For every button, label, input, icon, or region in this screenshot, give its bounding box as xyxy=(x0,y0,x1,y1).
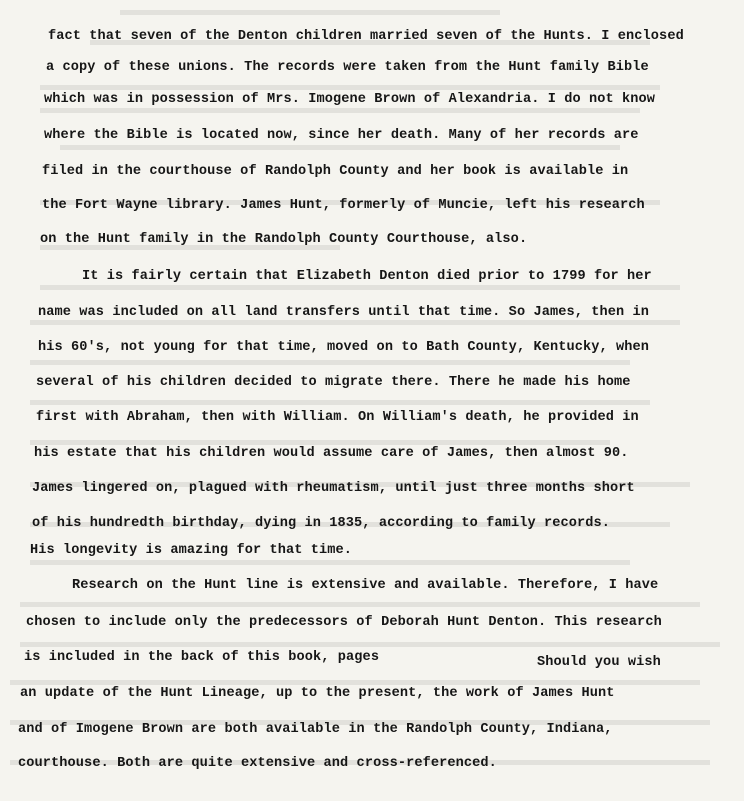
text-line: name was included on all land transfers until that time. So James, then in xyxy=(38,305,650,320)
text-line: where the Bible is located now, since her death. Many of her records are xyxy=(44,128,639,143)
text-line: Should you wish xyxy=(537,655,661,670)
text-line: is included in the back of this book, pages xyxy=(24,650,380,665)
text-line: courthouse. Both are quite extensive and cross-referenced. xyxy=(18,756,497,771)
text-line: several of his children decided to migrate there. There he made his home xyxy=(36,375,631,390)
text-line: filed in the courthouse of Randolph County and her book is available in xyxy=(42,164,629,179)
text-line: the Fort Wayne library. James Hunt, formerly of Muncie, left his research xyxy=(42,198,645,213)
text-line: first with Abraham, then with William. On William's death, he provided in xyxy=(36,410,639,425)
text-line: James lingered on, plagued with rheumatism, until just three months short xyxy=(32,481,635,496)
text-line: It is fairly certain that Elizabeth Denton died prior to 1799 for her xyxy=(82,269,652,284)
text-line: chosen to include only the predecessors of Deborah Hunt Denton. This research xyxy=(26,615,662,630)
text-line: on the Hunt family in the Randolph County Courthouse, also. xyxy=(40,232,528,247)
text-line: his 60's, not young for that time, moved on to Bath County, Kentucky, when xyxy=(38,340,650,355)
text-line: fact that seven of the Denton children married seven of the Hunts. I enclosed xyxy=(48,29,684,44)
text-line: his estate that his children would assume care of James, then almost 90. xyxy=(34,446,629,461)
text-line: His longevity is amazing for that time. xyxy=(30,543,353,558)
text-line: and of Imogene Brown are both available in the Randolph County, Indiana, xyxy=(18,722,613,737)
text-line: an update of the Hunt Lineage, up to the present, the work of James Hunt xyxy=(20,686,615,701)
text-line: Research on the Hunt line is extensive and available. Therefore, I have xyxy=(72,578,659,593)
text-line: which was in possession of Mrs. Imogene Brown of Alexandria. I do not know xyxy=(44,92,656,107)
text-line: of his hundredth birthday, dying in 1835, according to family records. xyxy=(32,516,611,531)
text-line: a copy of these unions. The records were taken from the Hunt family Bible xyxy=(46,60,649,75)
